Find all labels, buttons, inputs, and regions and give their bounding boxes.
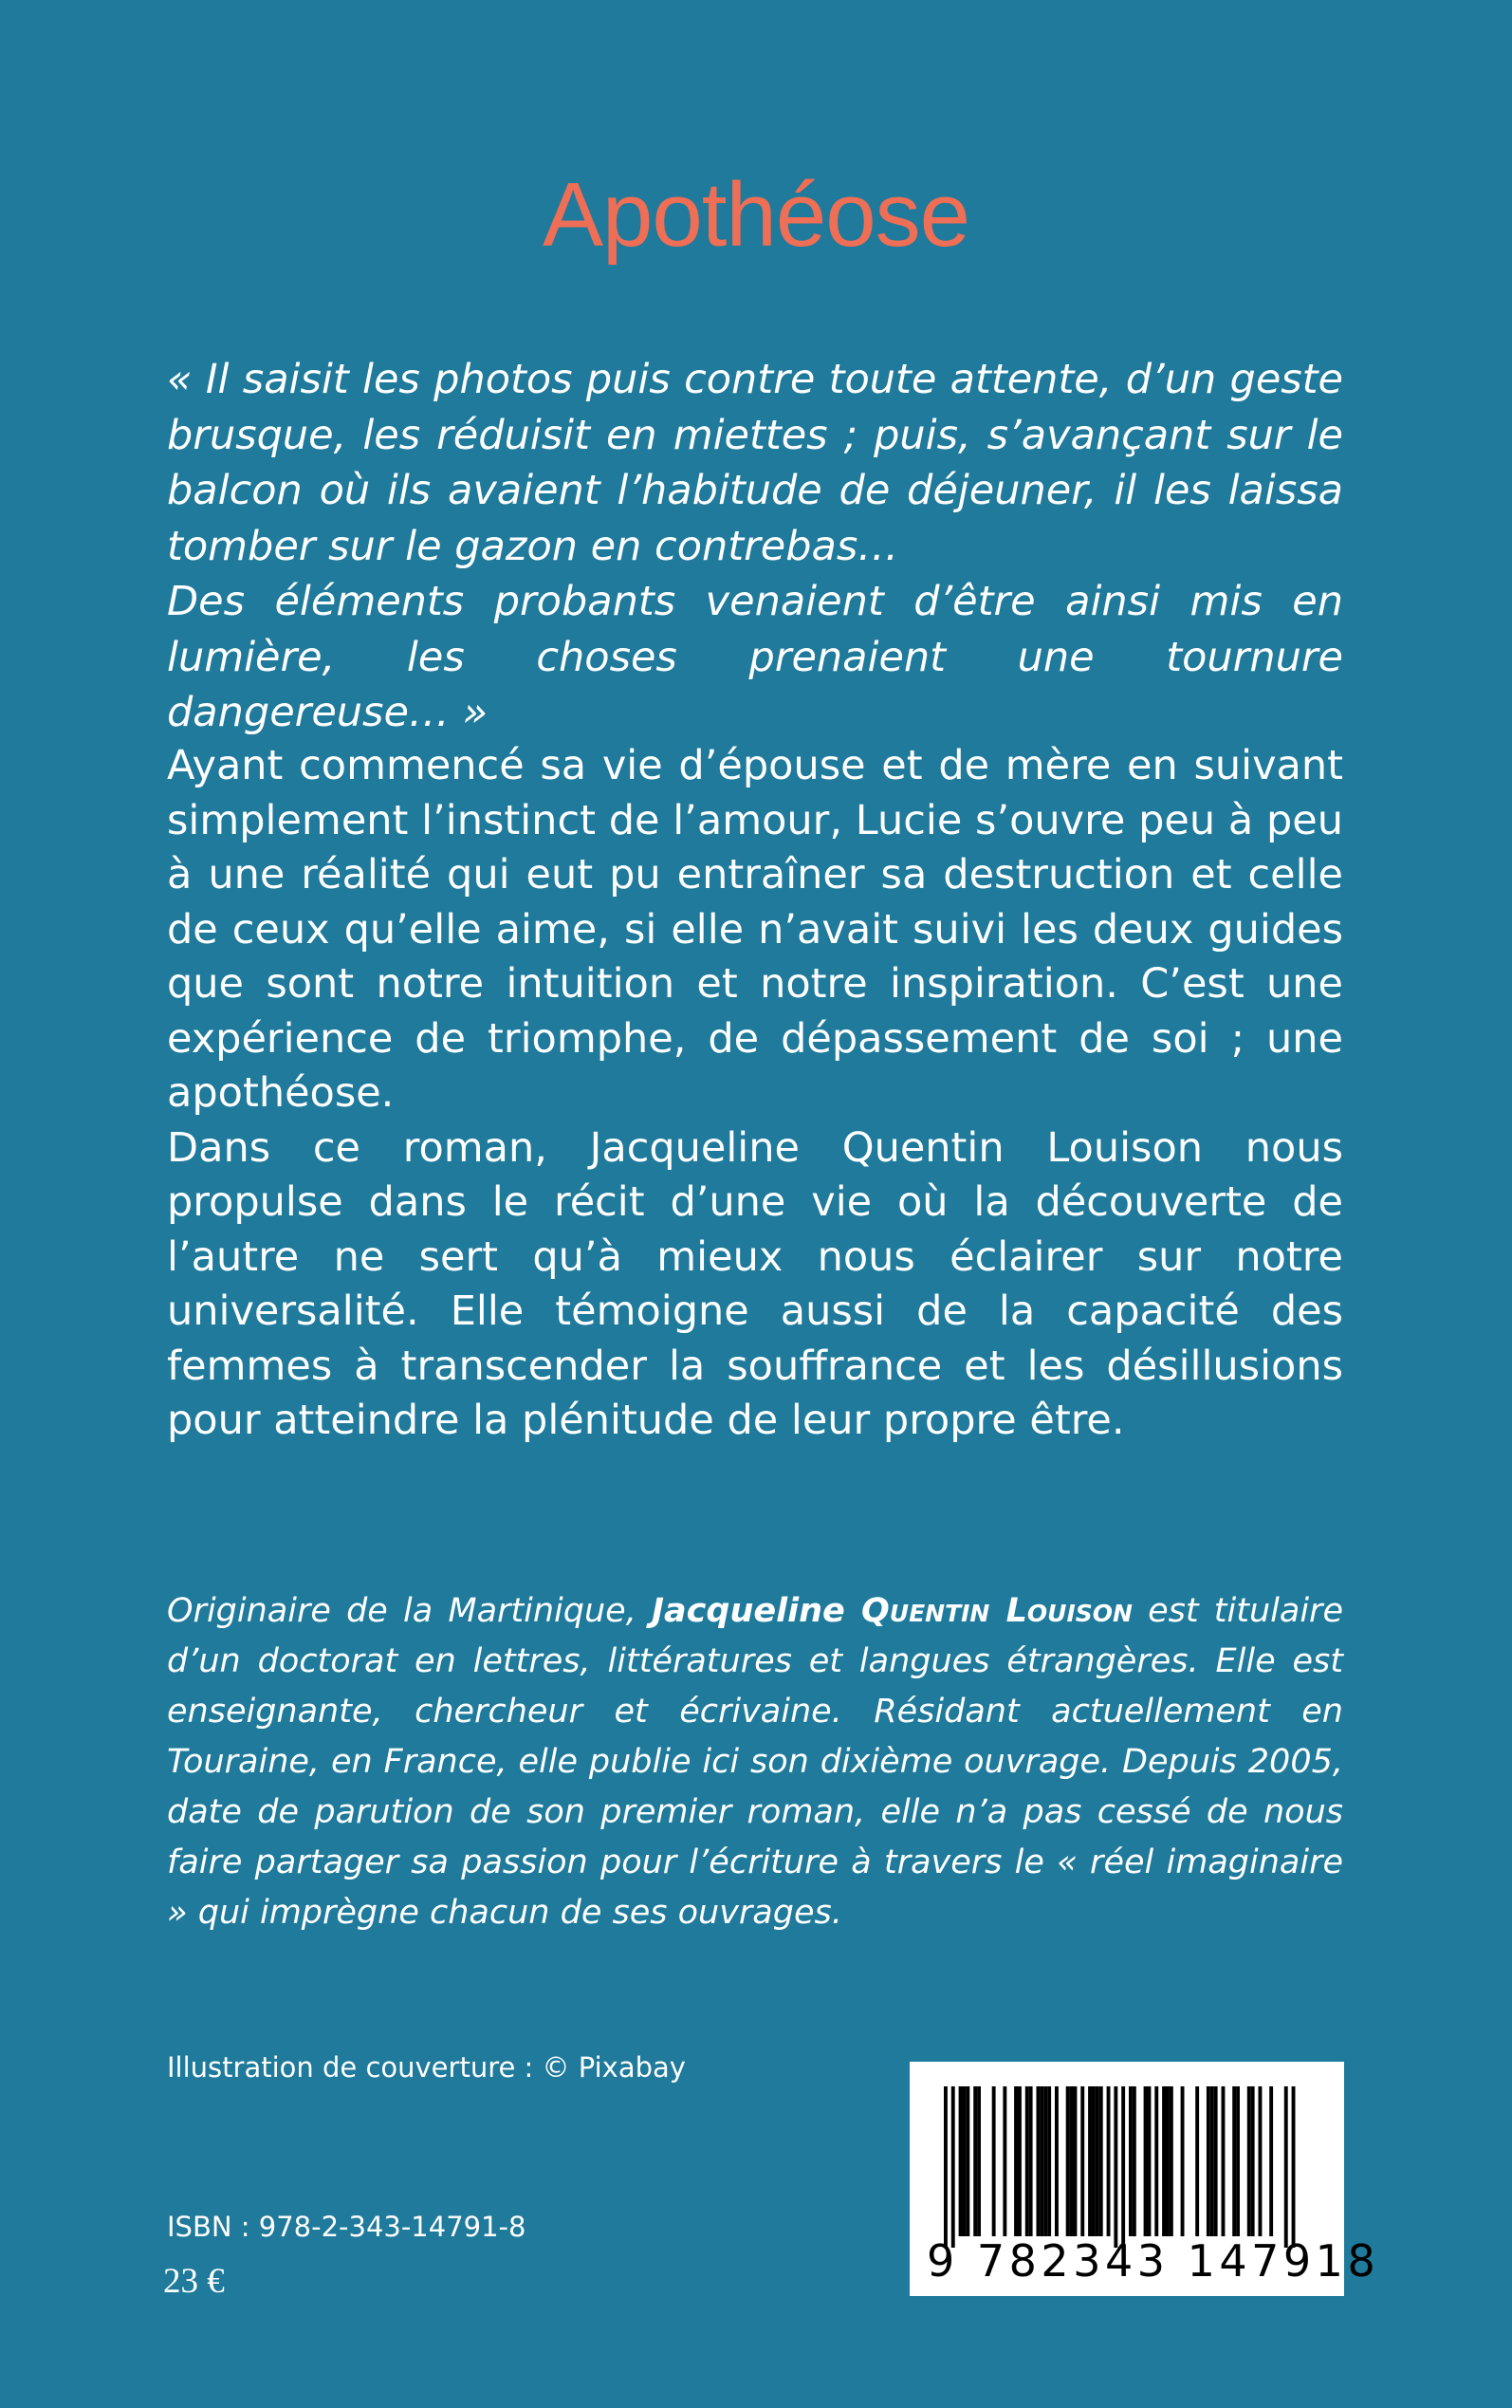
barcode-bar — [959, 2086, 963, 2236]
barcode-bar — [1070, 2086, 1074, 2236]
barcode-bar — [977, 2086, 981, 2236]
synopsis-paragraph-1: Ayant commencé sa vie d’épouse et de mère en suivant simplement l’instinct de l’amour, Lucie s’ouvre peu à peu à une réalité qui eut pu entraîner sa destruction et celle de ceux qu’elle aime, si elle n’avait suivi les deux guides que sont notre intuition et notre inspiration. C’est une expérience de triomphe, de dépassement de soi ; une apothéose. — [167, 742, 1343, 1117]
barcode-bar — [1236, 2086, 1240, 2236]
barcode-bar — [992, 2086, 996, 2236]
author-last-name: Quentin Louison — [861, 1592, 1133, 1630]
barcode-bar — [973, 2086, 977, 2236]
barcode-bar — [1292, 2086, 1296, 2248]
barcode-bar — [1018, 2086, 1022, 2236]
barcode-bar — [1247, 2086, 1251, 2236]
barcode-bar — [1037, 2086, 1041, 2236]
book-title: Apothéose — [542, 164, 970, 266]
author-bio — [167, 1586, 1343, 1938]
synopsis-paragraph-2: Dans ce roman, Jacqueline Quentin Louison nous propulse dans le récit d’une vie où la découverte de l’autre ne sert qu’à mieux nous éclairer sur notre universalité. Elle témoigne aussi de la capacité des femmes à transcender la souffrance et les désillusions pour atteindre la plénitude de leur propre être. — [167, 1123, 1343, 1444]
barcode-bar — [1040, 2086, 1043, 2236]
barcode-bar — [1099, 2086, 1103, 2236]
barcode-bar — [944, 2086, 948, 2248]
barcode-bar — [1047, 2086, 1051, 2236]
barcode-bar — [1170, 2086, 1173, 2236]
barcode-bar — [1092, 2086, 1096, 2236]
barcode-bar — [963, 2086, 967, 2236]
barcode-bar — [1066, 2086, 1070, 2236]
barcode-bar — [1259, 2086, 1263, 2236]
barcode-bar — [1148, 2086, 1152, 2236]
barcode-bar — [1014, 2086, 1018, 2236]
barcode-bar — [1088, 2086, 1092, 2236]
author-name — [652, 1592, 1133, 1630]
barcode-bar — [1251, 2086, 1255, 2236]
barcode-bar — [1043, 2086, 1047, 2236]
isbn-number: ISBN : 978-2-343-14791-8 — [167, 2211, 526, 2243]
excerpt-quote — [167, 352, 1343, 741]
barcode-bar — [1003, 2086, 1006, 2236]
barcode-bar — [1210, 2086, 1214, 2236]
barcode-bar — [951, 2086, 955, 2248]
quote-paragraph-2: Des éléments probants venaient d’être ainsi mis en lumière, les choses prenaient une tournure dangereuse… » — [167, 578, 1343, 736]
barcode-bar — [1214, 2086, 1218, 2236]
barcode-bar — [1121, 2086, 1125, 2248]
barcode-bar — [1055, 2086, 1059, 2236]
barcode-digits: 9 782343 147918 — [927, 2235, 1380, 2287]
barcode-bar — [1025, 2086, 1029, 2236]
quote-paragraph-1: « Il saisit les photos puis contre toute attente, d’un geste brusque, les réduisit en miettes ; puis, s’avançant sur le balcon où ils avaient l’habitude de déjeuner, il les laissa tomber sur le gazon en contrebas… — [167, 356, 1343, 570]
illustration-credit: Illustration de couverture : © Pixabay — [167, 2051, 686, 2084]
barcode-bar — [1029, 2086, 1033, 2236]
author-first-name: Jacqueline — [652, 1592, 862, 1630]
barcode-bar — [1096, 2086, 1099, 2236]
barcode-bar — [1195, 2086, 1199, 2236]
barcode-bar — [1207, 2086, 1210, 2236]
price: 23 € — [163, 2262, 225, 2301]
barcode-bar — [1222, 2086, 1226, 2236]
barcode-bar — [966, 2086, 969, 2236]
barcode-bar — [1162, 2086, 1166, 2236]
barcode-bar — [1080, 2086, 1084, 2236]
barcode-bar — [1129, 2086, 1133, 2236]
barcode-bar — [1166, 2086, 1170, 2236]
barcode-bar — [1181, 2086, 1185, 2236]
barcode-bar — [1269, 2086, 1273, 2236]
barcode-bar — [1133, 2086, 1136, 2236]
barcode-bar — [1284, 2086, 1288, 2248]
synopsis — [167, 739, 1343, 1449]
barcode-bar — [1074, 2086, 1078, 2236]
barcode — [910, 2062, 1380, 2296]
author-bio-text — [167, 1586, 1343, 1938]
barcode-bar — [1232, 2086, 1236, 2236]
bio-intro: Originaire de la Martinique, — [167, 1592, 653, 1630]
barcode-bar — [1107, 2086, 1111, 2236]
bio-rest: est titulaire d’un doctorat en lettres, littératures et langues étrangères. Elle est enseignante, chercheur et écrivaine. Résidant actuellement en Touraine, en France, elle publie ici son dixième ouvrage. Depuis 2005, date de parution de son premier roman, elle n’a pas cessé de nous faire partager sa passion pour l’écriture à travers le « réel imaginaire » qui imprègne chacun de ses ouvrages. — [167, 1592, 1343, 1932]
barcode-bar — [1114, 2086, 1117, 2248]
barcode-bar — [1154, 2086, 1158, 2236]
barcode-bar — [1144, 2086, 1148, 2236]
